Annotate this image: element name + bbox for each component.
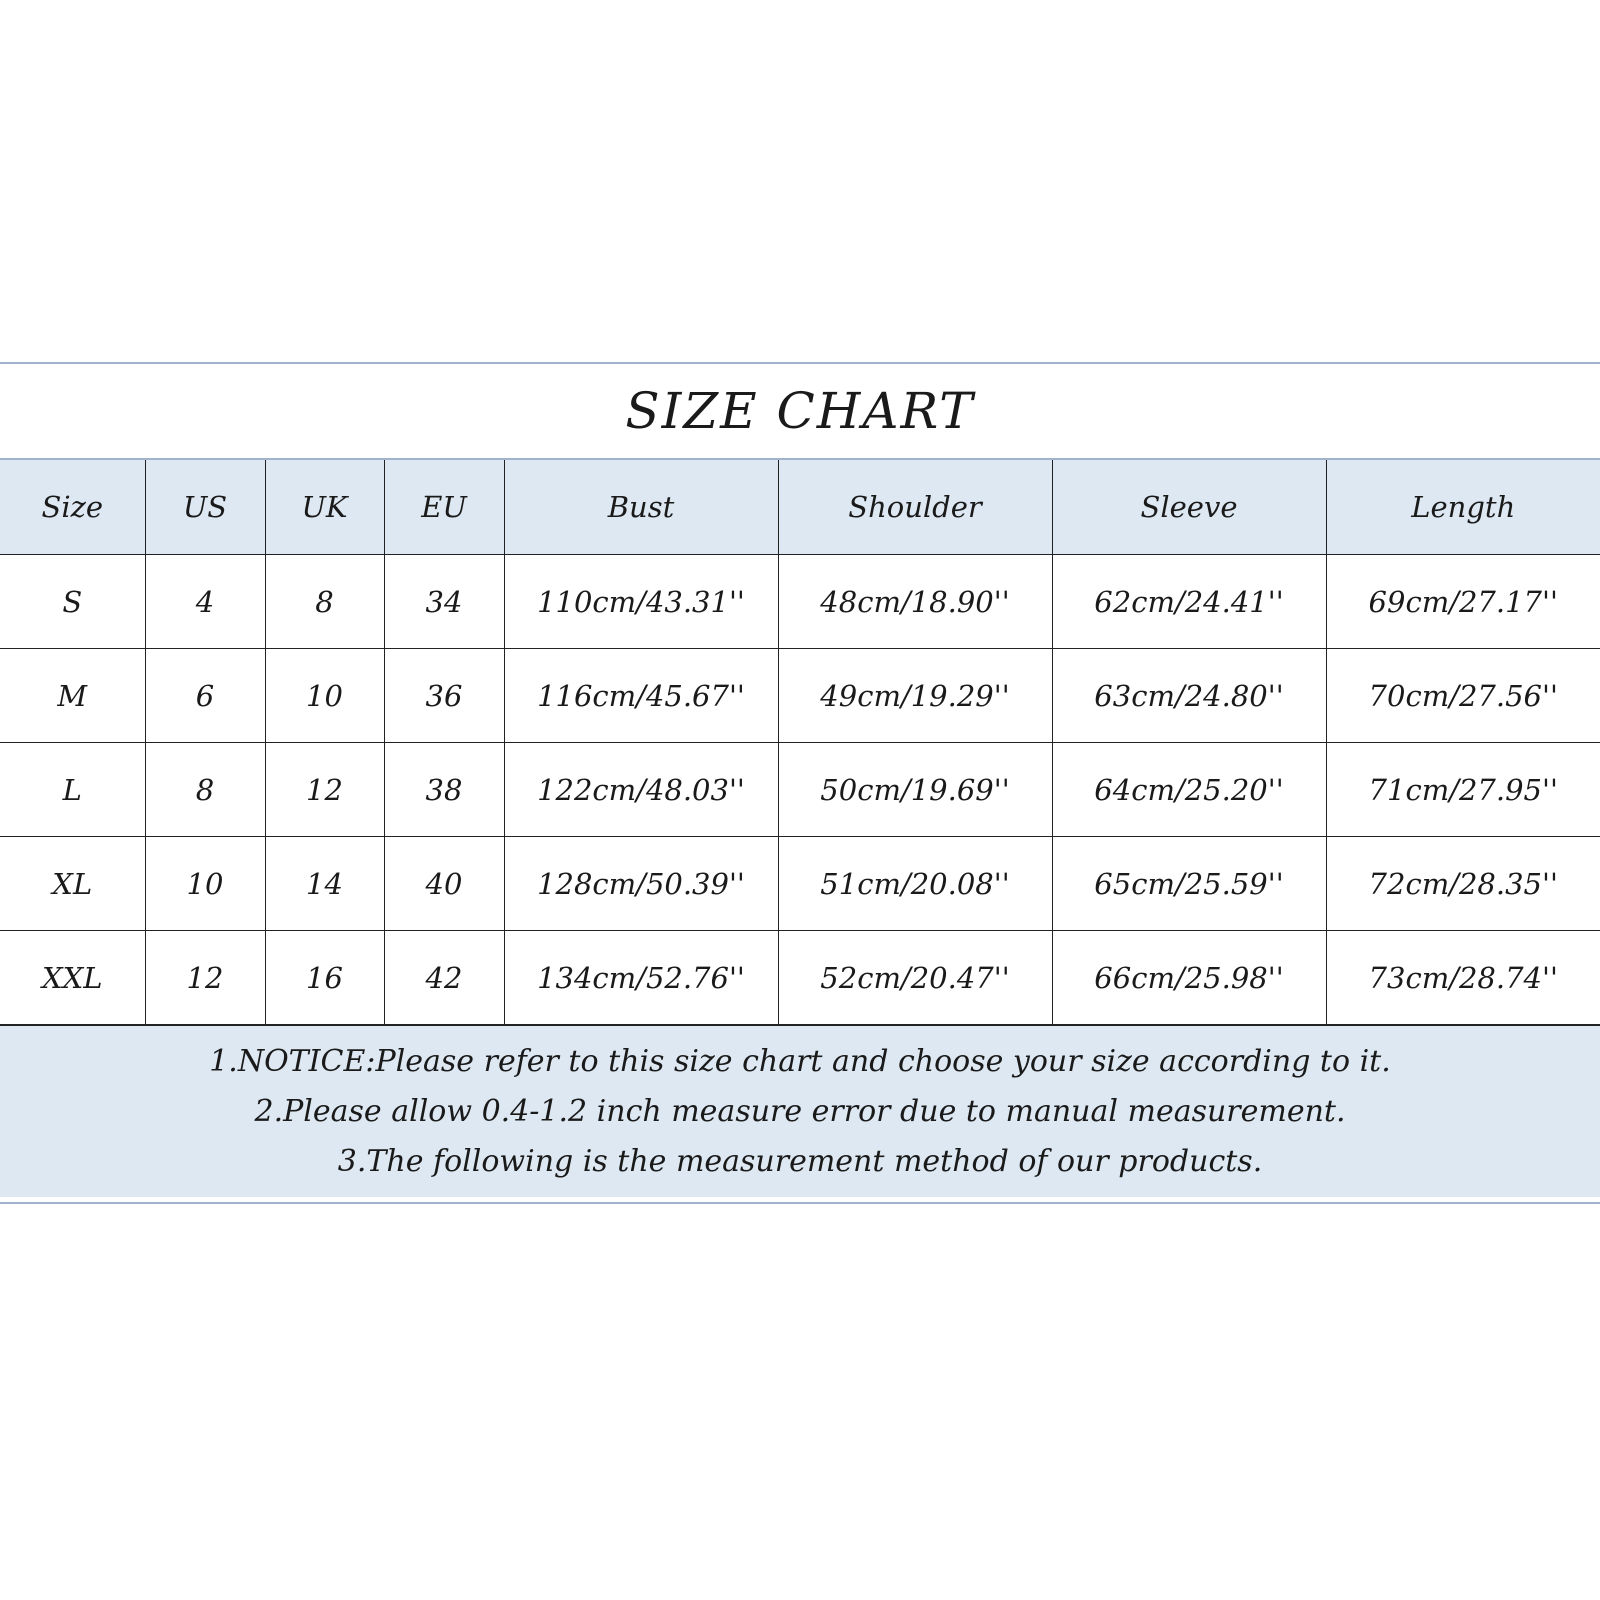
cell-length: 69cm/27.17'': [1326, 555, 1600, 649]
cell-eu: 36: [384, 649, 504, 743]
header-uk: UK: [265, 460, 384, 555]
cell-bust: 110cm/43.31'': [504, 555, 778, 649]
cell-size: M: [0, 649, 145, 743]
header-shoulder: Shoulder: [778, 460, 1052, 555]
header-size: Size: [0, 460, 145, 555]
note-line: 2.Please allow 0.4-1.2 inch measure error due to manual measurement.: [254, 1093, 1346, 1129]
size-table: [0, 460, 1600, 1025]
cell-sleeve: 65cm/25.59'': [1052, 837, 1326, 931]
cell-sleeve: 66cm/25.98'': [1052, 931, 1326, 1025]
cell-bust: 122cm/48.03'': [504, 743, 778, 837]
cell-uk: 16: [265, 931, 384, 1025]
cell-shoulder: 52cm/20.47'': [778, 931, 1052, 1025]
cell-sleeve: 63cm/24.80'': [1052, 649, 1326, 743]
cell-eu: 38: [384, 743, 504, 837]
cell-uk: 12: [265, 743, 384, 837]
cell-sleeve: 62cm/24.41'': [1052, 555, 1326, 649]
cell-uk: 8: [265, 555, 384, 649]
cell-bust: 128cm/50.39'': [504, 837, 778, 931]
chart-title: SIZE CHART: [0, 364, 1600, 460]
cell-length: 71cm/27.95'': [1326, 743, 1600, 837]
header-us: US: [145, 460, 265, 555]
cell-shoulder: 50cm/19.69'': [778, 743, 1052, 837]
cell-eu: 34: [384, 555, 504, 649]
table-row: [0, 743, 1600, 837]
size-chart: [0, 362, 1600, 1204]
note-line: 1.NOTICE:Please refer to this size chart and choose your size according to it.: [209, 1043, 1391, 1079]
cell-size: XL: [0, 837, 145, 931]
cell-eu: 42: [384, 931, 504, 1025]
cell-us: 6: [145, 649, 265, 743]
cell-uk: 10: [265, 649, 384, 743]
header-eu: EU: [384, 460, 504, 555]
header-sleeve: Sleeve: [1052, 460, 1326, 555]
note-line: 3.The following is the measurement method of our products.: [337, 1143, 1263, 1179]
header-length: Length: [1326, 460, 1600, 555]
cell-length: 73cm/28.74'': [1326, 931, 1600, 1025]
cell-us: 8: [145, 743, 265, 837]
cell-size: S: [0, 555, 145, 649]
table-row: [0, 837, 1600, 931]
cell-eu: 40: [384, 837, 504, 931]
cell-bust: 134cm/52.76'': [504, 931, 778, 1025]
cell-uk: 14: [265, 837, 384, 931]
cell-shoulder: 48cm/18.90'': [778, 555, 1052, 649]
cell-sleeve: 64cm/25.20'': [1052, 743, 1326, 837]
cell-shoulder: 49cm/19.29'': [778, 649, 1052, 743]
cell-us: 10: [145, 837, 265, 931]
cell-length: 70cm/27.56'': [1326, 649, 1600, 743]
cell-us: 4: [145, 555, 265, 649]
cell-shoulder: 51cm/20.08'': [778, 837, 1052, 931]
cell-size: XXL: [0, 931, 145, 1025]
table-row: [0, 931, 1600, 1025]
notes-panel: [0, 1025, 1600, 1197]
header-row: [0, 460, 1600, 555]
cell-length: 72cm/28.35'': [1326, 837, 1600, 931]
header-bust: Bust: [504, 460, 778, 555]
cell-bust: 116cm/45.67'': [504, 649, 778, 743]
table-row: [0, 649, 1600, 743]
cell-us: 12: [145, 931, 265, 1025]
table-row: [0, 555, 1600, 649]
cell-size: L: [0, 743, 145, 837]
